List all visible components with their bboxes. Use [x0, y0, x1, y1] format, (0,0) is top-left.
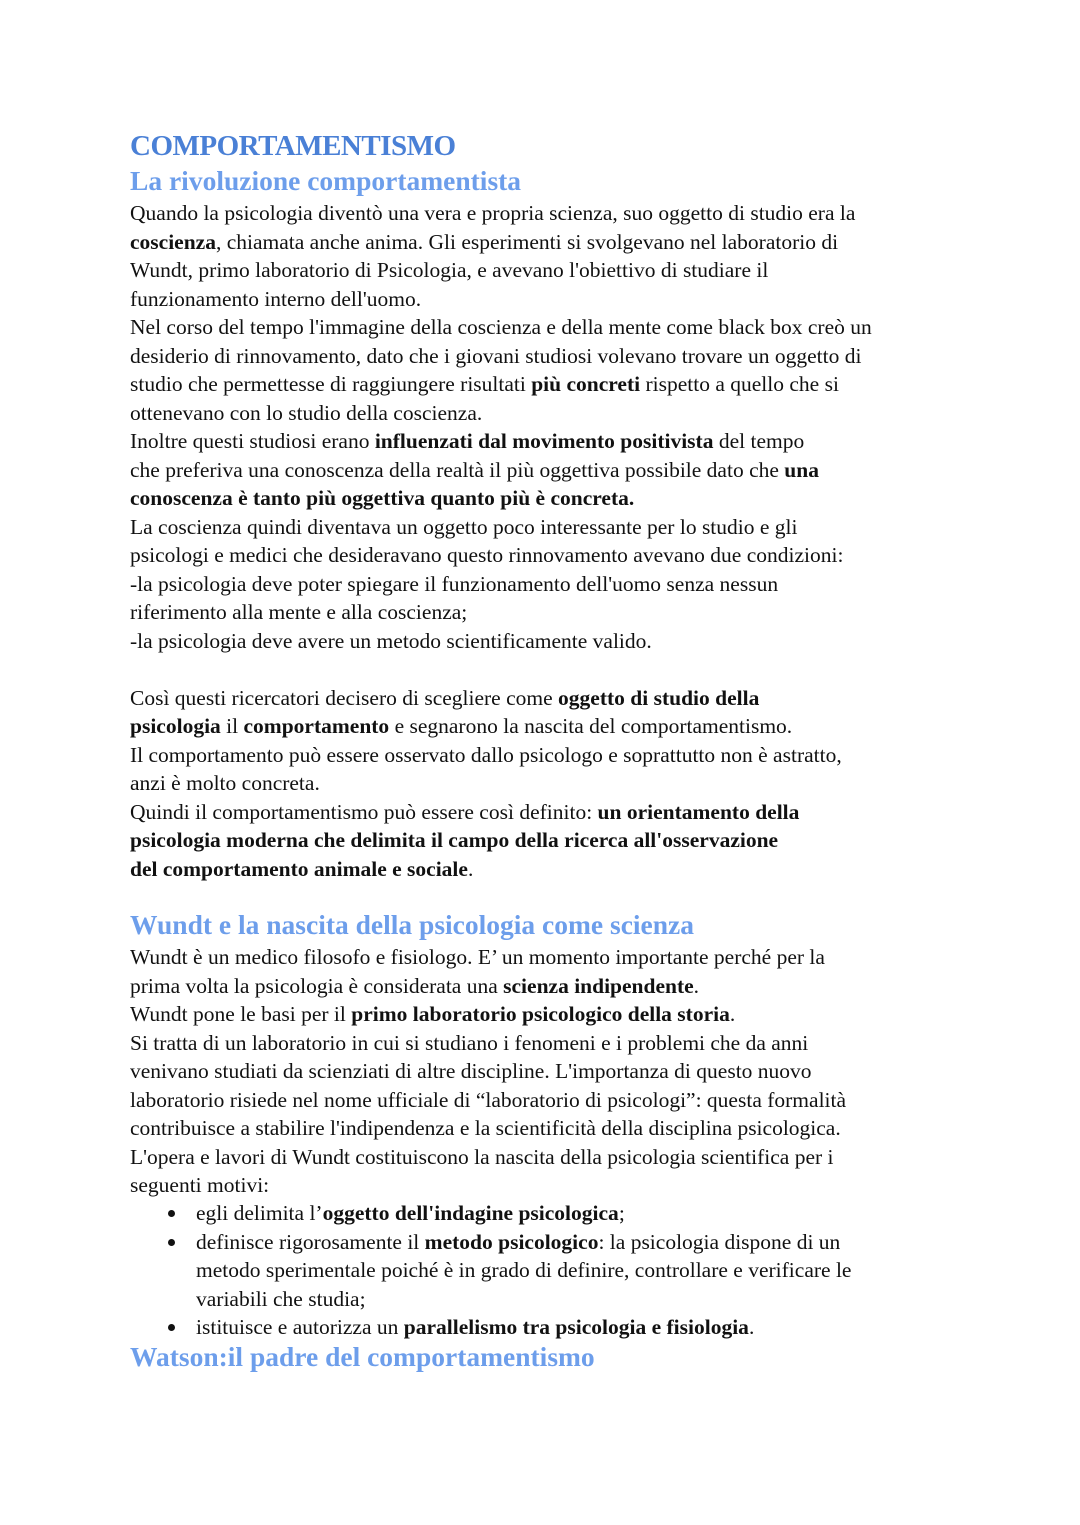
- bold-text: del comportamento animale e sociale: [130, 856, 468, 881]
- text: riferimento alla mente e alla coscienza;: [130, 600, 468, 624]
- text-line: [130, 484, 872, 513]
- bold-text: conoscenza è tanto più oggettiva quanto più è concreta.: [130, 486, 635, 510]
- text-line: [130, 598, 872, 627]
- text-line: [130, 427, 872, 456]
- text: che preferiva una conoscenza della realtà il più oggettiva possibile dato che: [130, 457, 785, 482]
- text: L'opera e lavori di Wundt costituiscono la nascita della psicologia scientifica per i: [130, 1144, 834, 1169]
- text-line: [130, 798, 872, 827]
- text: , chiamata anche anima. Gli esperimenti si svolgevano nel laboratorio di: [215, 229, 839, 254]
- text: Il comportamento può essere osservato dallo psicologo e soprattutto non è astratto,: [130, 742, 842, 767]
- text-line: [130, 541, 872, 570]
- text-line: [130, 256, 872, 285]
- text: Così questi ricercatori decisero di scegliere come: [130, 685, 559, 710]
- text-line: [130, 855, 872, 884]
- text-line: [130, 370, 872, 399]
- text-line: [130, 399, 872, 428]
- text: ;: [618, 1201, 625, 1225]
- bold-text: comportamento: [243, 714, 390, 738]
- list-item: [130, 1228, 851, 1314]
- text-line: [130, 1029, 846, 1058]
- text-line: [130, 741, 872, 770]
- text-line: [130, 943, 846, 972]
- text-line: [130, 313, 872, 342]
- text: .: [748, 1315, 755, 1339]
- section-3-heading-wrap: [130, 1340, 595, 1374]
- bold-text: coscienza: [130, 229, 216, 254]
- text: definisce rigorosamente il: [196, 1229, 425, 1254]
- text-line: [130, 285, 872, 314]
- text: .: [729, 1002, 736, 1026]
- text: variabili che studia;: [196, 1286, 366, 1311]
- text-line: [130, 826, 872, 855]
- text-line: [196, 1313, 851, 1342]
- bold-text: psicologia: [130, 714, 221, 738]
- bullet-icon: [168, 1210, 175, 1217]
- text-line: [196, 1199, 851, 1228]
- text: psicologi e medici che desideravano questo rinnovamento avevano due condizioni:: [130, 543, 844, 567]
- text: : la psicologia dispone di un: [598, 1229, 841, 1254]
- text: il: [220, 714, 244, 738]
- text: funzionamento interno dell'uomo.: [130, 286, 422, 311]
- bold-text: metodo psicologico: [424, 1229, 599, 1254]
- section-heading: La rivoluzione comportamentista: [130, 165, 522, 196]
- text: -la psicologia deve avere un metodo scientificamente valido.: [130, 628, 652, 653]
- section-heading: Watson:il padre del comportamentismo: [130, 1341, 595, 1372]
- text: laboratorio risiede nel nome ufficiale di “laboratorio di psicologi”: questa formalità: [130, 1087, 847, 1112]
- text: desiderio di rinnovamento, dato che i giovani studiosi volevano trovare un oggetto di: [130, 343, 862, 368]
- bold-text: scienza indipendente: [503, 973, 694, 998]
- section-heading: Wundt e la nascita della psicologia come scienza: [130, 909, 694, 940]
- bold-text: un orientamento della: [597, 799, 800, 824]
- bullet-icon: [168, 1324, 175, 1331]
- text: seguenti motivi:: [130, 1173, 270, 1197]
- text: .: [467, 856, 474, 881]
- text-line: [196, 1228, 851, 1257]
- text-line: [130, 199, 872, 228]
- text-line: [130, 769, 872, 798]
- section-2-heading-wrap: [130, 908, 694, 942]
- text: Quindi il comportamentismo può essere così definito:: [130, 799, 598, 824]
- bold-text: oggetto di studio della: [558, 685, 760, 710]
- text-line: [130, 1057, 846, 1086]
- text-line: [130, 570, 872, 599]
- document-title: COMPORTAMENTISMO: [130, 130, 456, 162]
- text: Inoltre questi studiosi erano: [130, 429, 375, 453]
- text-line: [130, 712, 872, 741]
- text-line: [130, 1086, 846, 1115]
- bullet-list: [130, 1199, 851, 1342]
- bold-text: una: [784, 457, 819, 482]
- text-line: [196, 1285, 851, 1314]
- text-line: [130, 228, 872, 257]
- list-item: [130, 1199, 851, 1228]
- text: Wundt, primo laboratorio di Psicologia, e avevano l'obiettivo di studiare il: [130, 258, 769, 282]
- text: ottenevano con lo studio della coscienza.: [130, 400, 483, 425]
- text: Si tratta di un laboratorio in cui si studiano i fenomeni e i problemi che da anni: [130, 1030, 809, 1055]
- text: Wundt pone le basi per il: [130, 1002, 352, 1026]
- text: del tempo: [713, 429, 805, 453]
- bold-text: oggetto dell'indagine psicologica: [322, 1201, 619, 1225]
- text: rispetto a quello che si: [640, 372, 839, 396]
- text: contribuisce a stabilire l'indipendenza e la scientificità della disciplina psicologica.: [130, 1116, 841, 1140]
- text-line: [130, 513, 872, 542]
- text: egli delimita l’: [196, 1201, 323, 1225]
- text: studio che permettesse di raggiungere risultati: [130, 372, 532, 396]
- list-item: [130, 1313, 851, 1342]
- text: -la psicologia deve poter spiegare il funzionamento dell'uomo senza nessun: [130, 571, 779, 596]
- text-line: [130, 342, 872, 371]
- text: prima volta la psicologia è considerata una: [130, 973, 504, 998]
- text-line: [130, 627, 872, 656]
- text: La coscienza quindi diventava un oggetto poco interessante per lo studio e gli: [130, 514, 798, 539]
- bold-text: più concreti: [531, 372, 641, 396]
- bold-text: influenzati dal movimento positivista: [374, 429, 714, 453]
- text: .: [693, 973, 700, 998]
- text: Nel corso del tempo l'immagine della coscienza e della mente come black box creò un: [130, 315, 872, 339]
- text-line: [130, 1000, 846, 1029]
- text-line: [130, 684, 872, 713]
- text-line: [130, 655, 872, 684]
- text-line: [130, 972, 846, 1001]
- bold-text: primo laboratorio psicologico della storia: [351, 1002, 730, 1026]
- section-1-heading-wrap: [130, 164, 521, 198]
- text: istituisce e autorizza un: [196, 1315, 404, 1339]
- text-line: [130, 1171, 846, 1200]
- bold-text: psicologia moderna che delimita il campo della ricerca all'osservazione: [130, 828, 779, 852]
- section-1-body: [130, 199, 872, 883]
- text-line: [130, 456, 872, 485]
- text: Quando la psicologia diventò una vera e propria scienza, suo oggetto di studio era la: [130, 201, 856, 225]
- text: anzi è molto concreta.: [130, 771, 320, 795]
- bold-text: parallelismo tra psicologia e fisiologia: [403, 1315, 749, 1339]
- section-2-body: [130, 943, 846, 1200]
- text: metodo sperimentale poiché è in grado di definire, controllare e verificare le: [196, 1258, 852, 1282]
- text: Wundt è un medico filosofo e fisiologo. E’ un momento importante perché per la: [130, 945, 825, 969]
- text-line: [130, 1143, 846, 1172]
- text: e segnarono la nascita del comportamentismo.: [389, 714, 793, 738]
- text-line: [130, 1114, 846, 1143]
- text: venivano studiati da scienziati di altre discipline. L'importanza di questo nuovo: [130, 1059, 812, 1083]
- text-line: [196, 1256, 851, 1285]
- bullet-icon: [168, 1239, 175, 1246]
